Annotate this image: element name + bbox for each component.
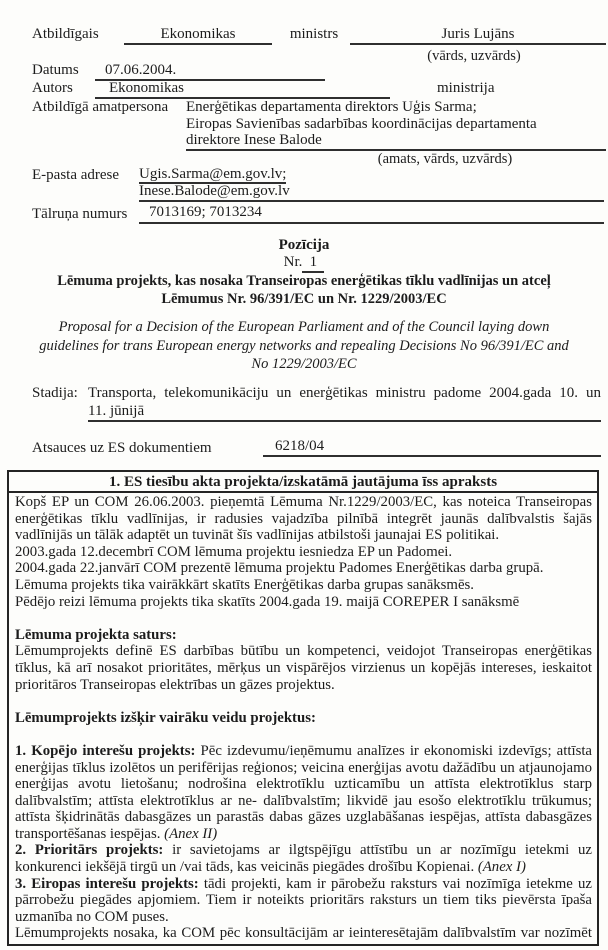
english-title (14, 318, 594, 374)
paragraph-text: ir savietojams ar ilgtspējīgu attīstību un ar nozīmīgu ietekmi uz konkurenci iekšējā tirgū un /vai tāds, kas veicinās piegādes drošību Kopienai. (15, 842, 592, 876)
paragraph-text: Pēdējo reizi lēmuma projekts tika skatīts 2004.gada 19. maijā COREPER I sanāksmē (15, 593, 520, 610)
decision-subject (30, 272, 578, 308)
stage-field (88, 385, 601, 422)
paragraph-text: Lēmumprojekts definē ES darbības būtību un kompetenci, veidojot Transeiropas enerģētikas tīklus, kā arī nosakot prioritātes, mērķus un vispārējos virzienus un kopējās intereses, ieskaitot prioritāros Transeiropas elektrības un gāzes projektus. (15, 643, 592, 693)
position-name-surname-hint: (amats, vārds, uzvārds) (377, 151, 513, 167)
email-field (139, 166, 604, 202)
section1-paragraph (15, 743, 592, 843)
section1-paragraph (15, 577, 592, 594)
stage-label: Stadija: (32, 385, 78, 401)
email-address: Ugis.Sarma@em.gov.lv; (139, 166, 287, 182)
author-label: Autors (32, 80, 73, 96)
references-label: Atsauces uz ES dokumentiem (32, 440, 212, 456)
section1-paragraph (15, 560, 592, 577)
position-number (0, 254, 608, 273)
paragraph-text: 2004.gada 22.janvārī COM prezentē lēmuma projektu Padomes Enerģētikas darba grupā. (15, 560, 544, 577)
paragraph-text: Lēmuma projekts tika vairākkārt skatīts Enerģētikas darba grupas sanāksmēs. (15, 576, 474, 593)
name-surname-hint: (vārds, uzvārds) (427, 48, 521, 64)
official-line: Enerģētikas departamenta direktors Uģis Sarma; (186, 99, 477, 115)
section1-paragraph (15, 876, 592, 926)
section1-paragraph (15, 643, 592, 693)
paragraph-text: Pēc izdevumu/ieņēmumu analīzes ir ekonomiski izdevīgs; attīsta enerģijas tīklus izolētos un perifērijas reģionos; veicina enerģijas avotu dažādību un atjaunojamo enerģijas avotu lietošanu; nodrošina elektrotīklu uzticamību un attīsta elektrotīklus starp dalībvalstīm; attīsta elektrotīklus ar ne- dalībvalstīm; likvidē jau esošo elektrotīklu trūkumus; attīsta šķidrinātās dabasgāzes un parastās dabas gāzes uzglabāšanas iespējas, attīsta dabasgāzes transportēšanas iespējas. (15, 742, 592, 842)
stage-line: 11. jūnijā (88, 402, 145, 419)
section1-paragraph (15, 594, 592, 611)
paragraph-bold-label: Lēmumprojekts izšķir vairāku veidu projektus: (15, 709, 316, 726)
paragraph-spacer (15, 610, 592, 627)
paragraph-bold-label: 3. Eiropas interešu projekts: (15, 875, 199, 892)
form-row-official (32, 99, 606, 151)
paragraph-text: Kopš EP un COM 26.06.2003. pieņemtā Lēmuma Nr.1229/2003/EC, kas noteica Transeiropas enerģētikas tīklu vadlīnijas, ir radusies vajadzība pilnībā integrēt jaunās dalībvalstis šajās vadlīnijās un tālāk adaptēt un tuvināt šīs vadlīnijas atbilstoši jaunajai ES politikai. (15, 494, 592, 544)
phone-label: Tālruņa numurs (32, 206, 128, 222)
form-row-date (32, 62, 606, 81)
section1-paragraph (15, 544, 592, 561)
paragraph-bold-label: 2. Prioritārs projekts: (15, 842, 164, 859)
paragraph-bold-label: Lēmuma projekta saturs: (15, 626, 177, 643)
paragraph-bold-label: 1. Kopējo interešu projekts: (15, 742, 196, 759)
form-row-author (32, 80, 606, 99)
section1-paragraph (15, 627, 592, 644)
paragraph-spacer (15, 726, 592, 743)
section1-paragraph (15, 494, 592, 544)
official-field (186, 99, 606, 151)
section1-paragraph (15, 842, 592, 875)
author-suffix-text: ministrija (437, 80, 495, 96)
position-number-value: 1 (302, 254, 324, 273)
responsible-label: Atbildīgais (32, 26, 99, 42)
section1-paragraph (15, 710, 592, 727)
references-field: 6218/04 (263, 438, 601, 457)
paragraph-text: Lēmumprojekts nosaka, ka COM pēc konsultācijām ar ieinteresētajām dalībvalstīm var nozīmēt (15, 925, 592, 942)
annex-reference: (Anex II) (164, 825, 218, 842)
email-address: Inese.Balode@em.gov.lv (139, 183, 604, 202)
author-field: Ekonomikas (95, 80, 390, 99)
stage-line: Transporta, telekomunikāciju un enerģētikas ministru padome 2004.gada 10. un (88, 385, 601, 401)
paragraph-spacer (15, 693, 592, 710)
responsible-name-field: Juris Lujāns (350, 26, 606, 45)
paragraph-text: tādi projekti, kam ir pārobežu raksturs vai nozīmīga ietekme uz pārrobežu piegādes apjomiem. Tiem ir noteikts prioritārs raksturs un tiem tiks pievērsta īpaša uzmanība no COM puses. (15, 875, 592, 925)
responsible-middle-text: ministrs (289, 26, 339, 42)
date-field: 07.06.2004. (95, 62, 325, 81)
subject-line: Lēmumus Nr. 96/391/EC un Nr. 1229/2003/EC (161, 291, 447, 307)
email-label: E-pasta adrese (32, 167, 120, 183)
position-number-label: Nr. (283, 254, 303, 270)
date-label: Datums (32, 62, 79, 78)
english-title-line: Proposal for a Decision of the European Parliament and of the Council laying down (58, 319, 550, 335)
responsible-ministry-field: Ekonomikas (124, 26, 272, 45)
form-row-responsible (32, 26, 606, 45)
official-line: direktore Inese Balode (186, 132, 322, 148)
paragraph-text: 2003.gada 12.decembrī COM lēmuma projektu iesniedza EP un Padomei. (15, 543, 453, 560)
official-line: Eiropas Savienības sadarbības koordinācijas departamenta (186, 115, 537, 132)
english-title-line: No 1229/2003/EC (251, 356, 357, 372)
section1-paragraph (15, 925, 592, 942)
section1-heading: 1. ES tiesību akta projekta/izskatāmā jautājuma īss apraksts (9, 472, 597, 493)
phone-field: 7013169; 7013234 (139, 204, 604, 224)
section1-box (7, 470, 599, 946)
english-title-line: guidelines for trans European energy networks and repealing Decisions No 96/391/EC and (39, 337, 569, 354)
official-label: Atbildīgā amatpersona (32, 99, 169, 115)
position-title: Pozīcija (278, 237, 330, 253)
section1-body (9, 493, 597, 942)
subject-line: Lēmuma projekts, kas nosaka Transeiropas enerģētikas tīklu vadlīnijas un atceļ (57, 273, 551, 289)
annex-reference: (Anex I) (477, 859, 526, 876)
